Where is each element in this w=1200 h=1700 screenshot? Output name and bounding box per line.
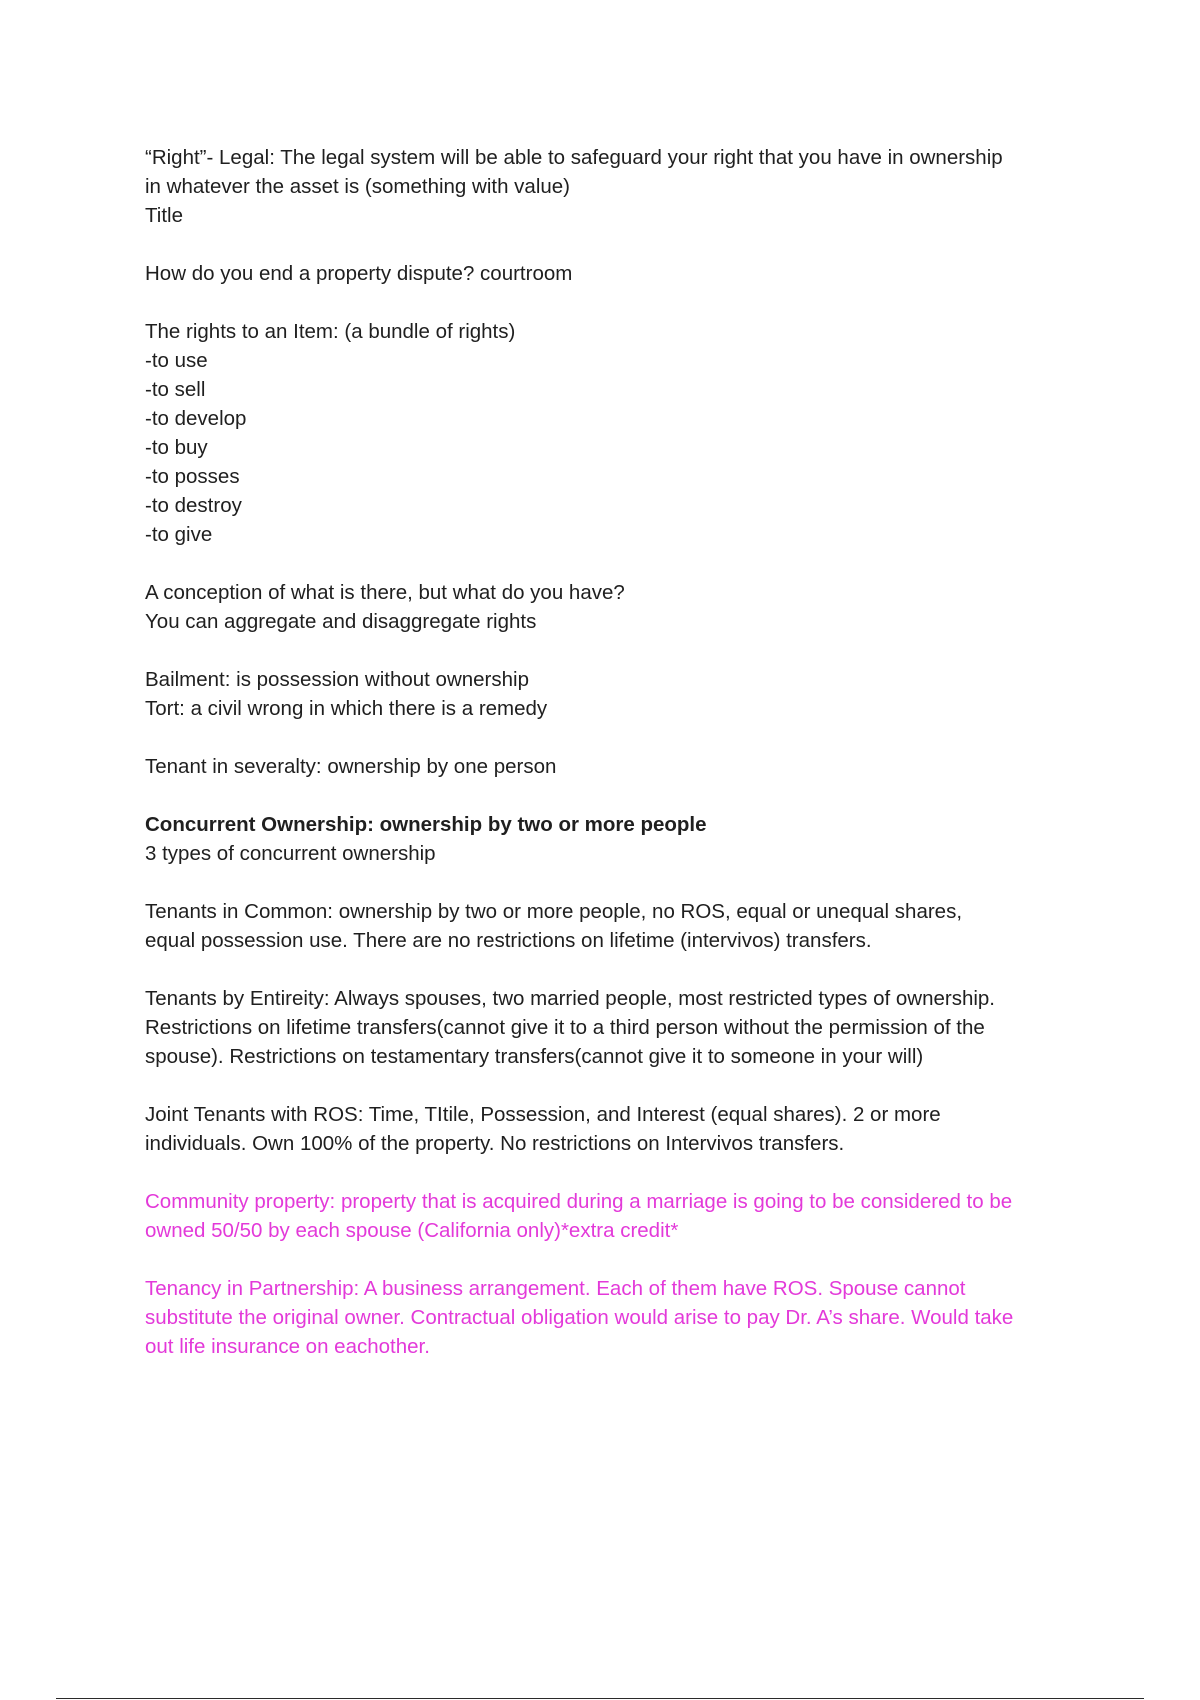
- aggregate-line: You can aggregate and disaggregate rights: [145, 610, 537, 633]
- tort-line: Tort: a civil wrong in which there is a remedy: [145, 697, 548, 720]
- community-property-line-2: owned 50/50 by each spouse (California only)*extra credit*: [145, 1219, 679, 1242]
- spacer: [145, 723, 1095, 752]
- severalty-line: Tenant in severalty: ownership by one person: [145, 755, 557, 778]
- concurrent-ownership-heading: Concurrent Ownership: ownership by two or more people: [145, 813, 707, 836]
- spacer: [145, 1245, 1095, 1274]
- concurrent-types-line: 3 types of concurrent ownership: [145, 842, 436, 865]
- dispute-line: How do you end a property dispute? courtroom: [145, 262, 573, 285]
- spacer: [145, 549, 1095, 578]
- spacer: [145, 288, 1095, 317]
- spacer: [145, 868, 1095, 897]
- rights-list-item: -to develop: [145, 407, 247, 430]
- page-bottom-divider: [56, 1698, 1144, 1699]
- rights-list-item: -to buy: [145, 436, 208, 459]
- tenancy-in-partnership-line-1: Tenancy in Partnership: A business arrangement. Each of them have ROS. Spouse cannot: [145, 1277, 966, 1300]
- rights-list-item: -to give: [145, 523, 213, 546]
- rights-list-item: -to sell: [145, 378, 206, 401]
- tenancy-in-partnership-line-2: substitute the original owner. Contractual obligation would arise to pay Dr. A’s share. Would take: [145, 1306, 1014, 1329]
- title-line: Title: [145, 204, 183, 227]
- tenants-by-entirety-line-2: Restrictions on lifetime transfers(cannot give it to a third person without the permission of the: [145, 1016, 985, 1039]
- rights-list-item: -to use: [145, 349, 208, 372]
- spacer: [145, 955, 1095, 984]
- spacer: [145, 636, 1095, 665]
- rights-list-item: -to destroy: [145, 494, 242, 517]
- tenancy-in-partnership-line-3: out life insurance on eachother.: [145, 1335, 430, 1358]
- tenants-by-entirety-line-1: Tenants by Entireity: Always spouses, two married people, most restricted types of ownership.: [145, 987, 995, 1010]
- tenants-by-entirety-line-3: spouse). Restrictions on testamentary transfers(cannot give it to someone in your will): [145, 1045, 924, 1068]
- rights-list-item: -to posses: [145, 465, 240, 488]
- joint-tenants-line-1: Joint Tenants with ROS: Time, TItile, Possession, and Interest (equal shares). 2 or more: [145, 1103, 941, 1126]
- community-property-line-1: Community property: property that is acquired during a marriage is going to be considered to be: [145, 1190, 1013, 1213]
- right-definition-line-1: “Right”- Legal: The legal system will be able to safeguard your right that you have in ownership: [145, 146, 1003, 169]
- tenants-in-common-line-2: equal possession use. There are no restrictions on lifetime (intervivos) transfers.: [145, 929, 872, 952]
- tenants-in-common-line-1: Tenants in Common: ownership by two or more people, no ROS, equal or unequal shares,: [145, 900, 963, 923]
- rights-heading: The rights to an Item: (a bundle of rights): [145, 320, 516, 343]
- spacer: [145, 781, 1095, 810]
- spacer: [145, 1071, 1095, 1100]
- bailment-line: Bailment: is possession without ownership: [145, 668, 529, 691]
- right-definition-line-2: in whatever the asset is (something with value): [145, 175, 571, 198]
- spacer: [145, 1158, 1095, 1187]
- document-body: [145, 143, 1095, 1361]
- conception-line: A conception of what is there, but what do you have?: [145, 581, 625, 604]
- spacer: [145, 230, 1095, 259]
- joint-tenants-line-2: individuals. Own 100% of the property. No restrictions on Intervivos transfers.: [145, 1132, 845, 1155]
